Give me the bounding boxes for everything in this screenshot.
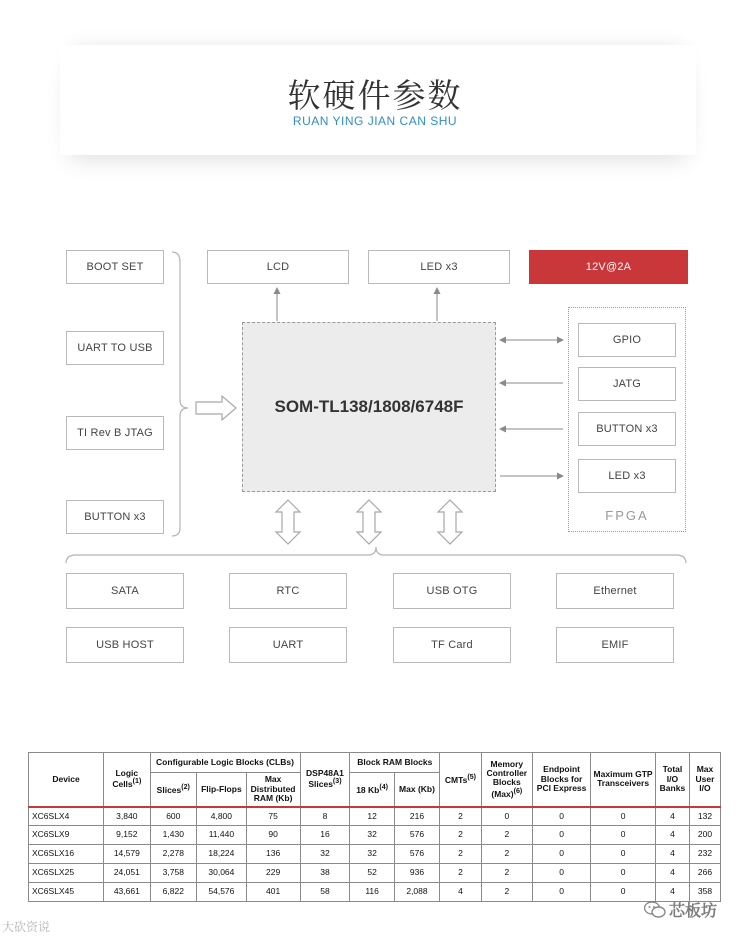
- spec-table-body: [29, 807, 721, 902]
- th-logic-cells: Logic Cells$^{(1)}$: [104, 753, 150, 807]
- th-device: Device: [29, 753, 104, 807]
- table-cell: 266: [689, 864, 720, 883]
- table-cell: 0: [591, 864, 656, 883]
- table-row: [29, 845, 721, 864]
- table-cell: 576: [394, 826, 439, 845]
- table-cell: 936: [394, 864, 439, 883]
- table-cell: 4: [655, 845, 689, 864]
- table-cell: 16: [300, 826, 350, 845]
- th-bram-18kb: 18 Kb$^{(4)}$: [350, 773, 394, 807]
- th-slices: Slices$^{(2)}$: [150, 773, 197, 807]
- table-cell: 0: [532, 883, 590, 902]
- th-flipflops: Flip-Flops: [197, 773, 247, 807]
- table-cell: 18,224: [197, 845, 247, 864]
- device-name-cell: XC6SLX16: [29, 845, 104, 864]
- table-cell: 3,840: [104, 807, 150, 826]
- table-cell: 2: [440, 826, 481, 845]
- table-cell: 4: [655, 826, 689, 845]
- table-cell: 2,088: [394, 883, 439, 902]
- table-cell: 4: [655, 807, 689, 826]
- th-bram-max: Max (Kb): [394, 773, 439, 807]
- table-cell: 24,051: [104, 864, 150, 883]
- table-cell: 200: [689, 826, 720, 845]
- device-name-cell: XC6SLX9: [29, 826, 104, 845]
- bus-arrow-2: [357, 500, 381, 544]
- table-cell: 0: [591, 845, 656, 864]
- box-uart: UART: [229, 627, 347, 663]
- table-cell: 358: [689, 883, 720, 902]
- page-subtitle-pinyin: RUAN YING JIAN CAN SHU: [292, 114, 458, 128]
- th-bram-group: Block RAM Blocks: [350, 753, 440, 773]
- box-tf-card: TF Card: [393, 627, 511, 663]
- fpga-spec-table: [28, 752, 721, 902]
- bus-arrow-1: [276, 500, 300, 544]
- box-button-fpga: BUTTON x3: [578, 412, 676, 446]
- th-mcb: Memory Controller Blocks (Max)$^{(6)}$: [481, 753, 532, 807]
- table-cell: 232: [689, 845, 720, 864]
- table-cell: 0: [481, 807, 532, 826]
- table-cell: 4: [655, 864, 689, 883]
- box-uart-to-usb: UART TO USB: [66, 331, 164, 365]
- page-title: 软硬件参数: [287, 76, 463, 115]
- som-module: SOM-TL138/1808/6748F: [242, 322, 496, 492]
- box-gpio: GPIO: [578, 323, 676, 357]
- device-name-cell: XC6SLX4: [29, 807, 104, 826]
- table-cell: 0: [591, 807, 656, 826]
- box-jatg: JATG: [578, 367, 676, 401]
- table-cell: 38: [300, 864, 350, 883]
- watermark-right-text: 芯板坊: [669, 901, 718, 920]
- box-usb-otg: USB OTG: [393, 573, 511, 609]
- table-cell: 401: [246, 883, 300, 902]
- table-cell: 2: [440, 807, 481, 826]
- device-name-cell: XC6SLX25: [29, 864, 104, 883]
- box-boot-set: BOOT SET: [66, 250, 164, 284]
- table-cell: 0: [532, 864, 590, 883]
- box-lcd: LCD: [207, 250, 349, 284]
- wechat-icon: [644, 901, 666, 919]
- box-ti-jtag: TI Rev B JTAG: [66, 416, 164, 450]
- table-cell: 30,064: [197, 864, 247, 883]
- bottom-group-bracket: [66, 547, 686, 563]
- table-cell: 116: [350, 883, 394, 902]
- table-cell: 32: [350, 826, 394, 845]
- watermark-right: [644, 898, 717, 921]
- table-cell: 14,579: [104, 845, 150, 864]
- table-cell: 2: [481, 864, 532, 883]
- table-cell: 8: [300, 807, 350, 826]
- th-cmts: CMTs$^{(5)}$: [440, 753, 481, 807]
- table-cell: 2,278: [150, 845, 197, 864]
- table-cell: 6,822: [150, 883, 197, 902]
- box-emif: EMIF: [556, 627, 674, 663]
- watermark-left: 大砍资说: [2, 920, 51, 934]
- table-cell: 4: [440, 883, 481, 902]
- table-cell: 2: [440, 845, 481, 864]
- table-cell: 2: [440, 864, 481, 883]
- left-input-arrow: [196, 396, 236, 420]
- table-cell: 32: [300, 845, 350, 864]
- box-sata: SATA: [66, 573, 184, 609]
- box-ethernet: Ethernet: [556, 573, 674, 609]
- th-io-banks: Total I/O Banks: [655, 753, 689, 807]
- table-cell: 12: [350, 807, 394, 826]
- table-cell: 576: [394, 845, 439, 864]
- table-cell: 2: [481, 826, 532, 845]
- table-row: [29, 864, 721, 883]
- table-cell: 52: [350, 864, 394, 883]
- th-max-dist-ram: Max Distributed RAM (Kb): [246, 773, 300, 807]
- table-cell: 9,152: [104, 826, 150, 845]
- table-cell: 4,800: [197, 807, 247, 826]
- table-cell: 75: [246, 807, 300, 826]
- box-led-top: LED x3: [368, 250, 510, 284]
- table-cell: 0: [532, 845, 590, 864]
- table-row: [29, 883, 721, 902]
- table-cell: 132: [689, 807, 720, 826]
- table-cell: 58: [300, 883, 350, 902]
- table-cell: 0: [591, 826, 656, 845]
- box-button-left: BUTTON x3: [66, 500, 164, 534]
- table-cell: 4: [655, 883, 689, 902]
- box-rtc: RTC: [229, 573, 347, 609]
- table-cell: 0: [532, 826, 590, 845]
- box-led-fpga: LED x3: [578, 459, 676, 493]
- table-cell: 32: [350, 845, 394, 864]
- table-cell: 90: [246, 826, 300, 845]
- device-name-cell: XC6SLX45: [29, 883, 104, 902]
- table-cell: 0: [591, 883, 656, 902]
- th-pcie: Endpoint Blocks for PCI Express: [532, 753, 590, 807]
- table-cell: 1,430: [150, 826, 197, 845]
- table-cell: 216: [394, 807, 439, 826]
- table-row: [29, 826, 721, 845]
- left-group-bracket: [172, 252, 188, 536]
- table-cell: 43,661: [104, 883, 150, 902]
- th-max-io: Max User I/O: [689, 753, 720, 807]
- table-cell: 600: [150, 807, 197, 826]
- table-cell: 2: [481, 883, 532, 902]
- table-cell: 229: [246, 864, 300, 883]
- table-cell: 11,440: [197, 826, 247, 845]
- table-cell: 0: [532, 807, 590, 826]
- table-cell: 3,758: [150, 864, 197, 883]
- th-gtp: Maximum GTP Transceivers: [591, 753, 656, 807]
- box-usb-host: USB HOST: [66, 627, 184, 663]
- fpga-label: FPGA: [605, 508, 649, 523]
- table-cell: 2: [481, 845, 532, 864]
- table-cell: 54,576: [197, 883, 247, 902]
- table-cell: 136: [246, 845, 300, 864]
- th-dsp: DSP48A1 Slices$^{(3)}$: [300, 753, 350, 807]
- th-clb-group: Configurable Logic Blocks (CLBs): [150, 753, 300, 773]
- table-row: [29, 807, 721, 826]
- box-power: 12V@2A: [529, 250, 688, 284]
- bus-arrow-3: [438, 500, 462, 544]
